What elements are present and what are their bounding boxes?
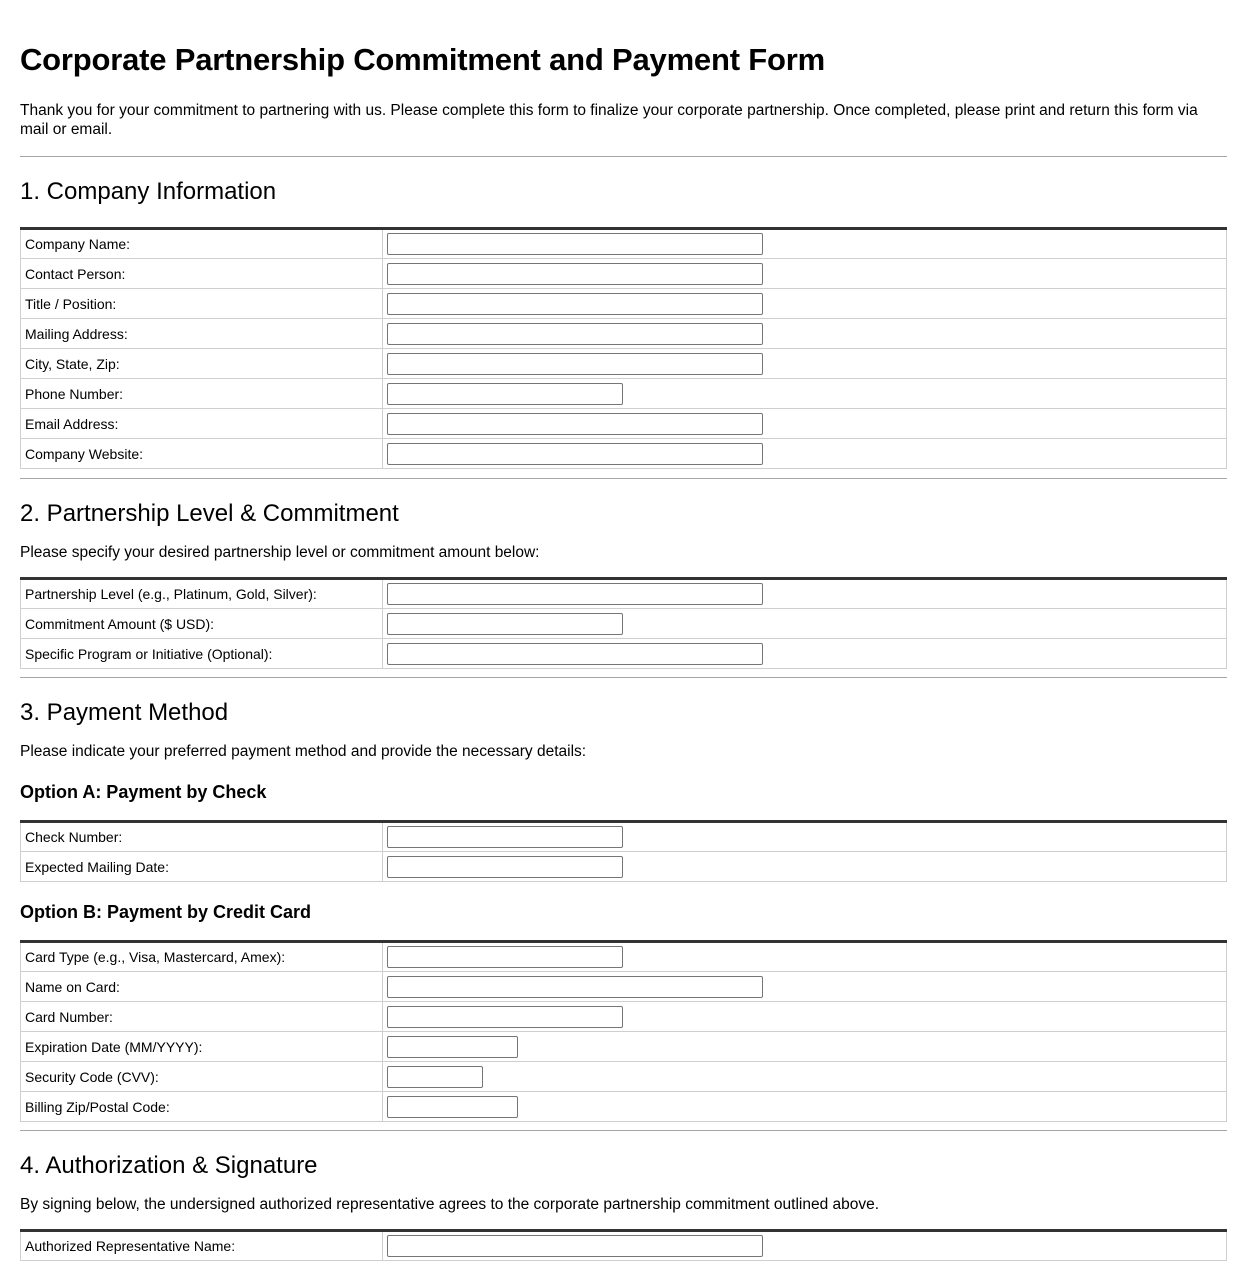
field-label: Card Number: — [21, 1002, 383, 1032]
field-label: Check Number: — [21, 822, 383, 852]
card-number-input[interactable] — [387, 1006, 623, 1028]
name-on-card-input[interactable] — [387, 976, 763, 998]
table-row — [21, 379, 1227, 409]
field-label: Phone Number: — [21, 379, 383, 409]
table-row — [21, 1231, 1227, 1261]
section-heading-payment: 3. Payment Method — [20, 699, 229, 726]
table-row — [21, 1002, 1227, 1032]
table-row — [21, 259, 1227, 289]
check-payment-table — [20, 820, 1227, 882]
table-row — [21, 229, 1227, 259]
table-row — [21, 852, 1227, 882]
security-code-input[interactable] — [387, 1066, 483, 1088]
specific-program-input[interactable] — [387, 643, 763, 665]
partnership-level-input[interactable] — [387, 583, 763, 605]
expected-mailing-date-input[interactable] — [387, 856, 623, 878]
section-divider — [20, 677, 1227, 678]
credit-card-table — [20, 940, 1227, 1122]
company-name-input[interactable] — [387, 233, 763, 255]
section-heading-authorization: 4. Authorization & Signature — [20, 1152, 318, 1179]
authorized-representative-input[interactable] — [387, 1235, 763, 1257]
field-label: Contact Person: — [21, 259, 383, 289]
table-row — [21, 972, 1227, 1002]
section-heading-company: 1. Company Information — [20, 178, 277, 205]
table-row — [21, 349, 1227, 379]
table-row — [21, 409, 1227, 439]
table-row — [21, 439, 1227, 469]
table-row — [21, 639, 1227, 669]
section-divider — [20, 1130, 1227, 1131]
field-label: Billing Zip/Postal Code: — [21, 1092, 383, 1122]
field-label: Authorized Representative Name: — [21, 1231, 383, 1261]
field-label: Company Website: — [21, 439, 383, 469]
field-label: Expected Mailing Date: — [21, 852, 383, 882]
section-divider — [20, 478, 1227, 479]
table-row — [21, 579, 1227, 609]
expiration-date-input[interactable] — [387, 1036, 518, 1058]
field-label: Expiration Date (MM/YYYY): — [21, 1032, 383, 1062]
table-row — [21, 822, 1227, 852]
field-label: Email Address: — [21, 409, 383, 439]
contact-person-input[interactable] — [387, 263, 763, 285]
section-divider — [20, 156, 1227, 157]
card-type-input[interactable] — [387, 946, 623, 968]
option-b-heading: Option B: Payment by Credit Card — [20, 902, 312, 922]
table-row — [21, 1092, 1227, 1122]
field-label: Specific Program or Initiative (Optional): — [21, 639, 383, 669]
field-label: Name on Card: — [21, 972, 383, 1002]
city-state-zip-input[interactable] — [387, 353, 763, 375]
table-row — [21, 289, 1227, 319]
table-row — [21, 609, 1227, 639]
field-label: Company Name: — [21, 229, 383, 259]
section-description: Please indicate your preferred payment method and provide the necessary details: — [20, 743, 587, 760]
section-heading-partnership: 2. Partnership Level & Commitment — [20, 500, 399, 527]
phone-number-input[interactable] — [387, 383, 623, 405]
check-number-input[interactable] — [387, 826, 623, 848]
section-description: Please specify your desired partnership level or commitment amount below: — [20, 544, 540, 561]
intro-text: Thank you for your commitment to partnering with us. Please complete this form to finalize your corporate partnership. Once completed, please print and return this form via mail or email. — [20, 102, 1198, 138]
field-label: Security Code (CVV): — [21, 1062, 383, 1092]
field-label: Commitment Amount ($ USD): — [21, 609, 383, 639]
table-row — [21, 1032, 1227, 1062]
option-a-heading: Option A: Payment by Check — [20, 782, 267, 802]
field-label: Title / Position: — [21, 289, 383, 319]
table-row — [21, 319, 1227, 349]
authorization-table — [20, 1229, 1227, 1261]
title-position-input[interactable] — [387, 293, 763, 315]
field-label: City, State, Zip: — [21, 349, 383, 379]
section-description: By signing below, the undersigned authorized representative agrees to the corporate partnership commitment outlined above. — [20, 1196, 880, 1213]
company-website-input[interactable] — [387, 443, 763, 465]
field-label: Card Type (e.g., Visa, Mastercard, Amex): — [21, 942, 383, 972]
field-label: Mailing Address: — [21, 319, 383, 349]
page-title: Corporate Partnership Commitment and Payment Form — [20, 42, 825, 77]
company-info-table — [20, 227, 1227, 469]
billing-zip-input[interactable] — [387, 1096, 518, 1118]
commitment-amount-input[interactable] — [387, 613, 623, 635]
table-row — [21, 942, 1227, 972]
email-address-input[interactable] — [387, 413, 763, 435]
mailing-address-input[interactable] — [387, 323, 763, 345]
partnership-table — [20, 577, 1227, 669]
table-row — [21, 1062, 1227, 1092]
field-label: Partnership Level (e.g., Platinum, Gold, Silver): — [21, 579, 383, 609]
